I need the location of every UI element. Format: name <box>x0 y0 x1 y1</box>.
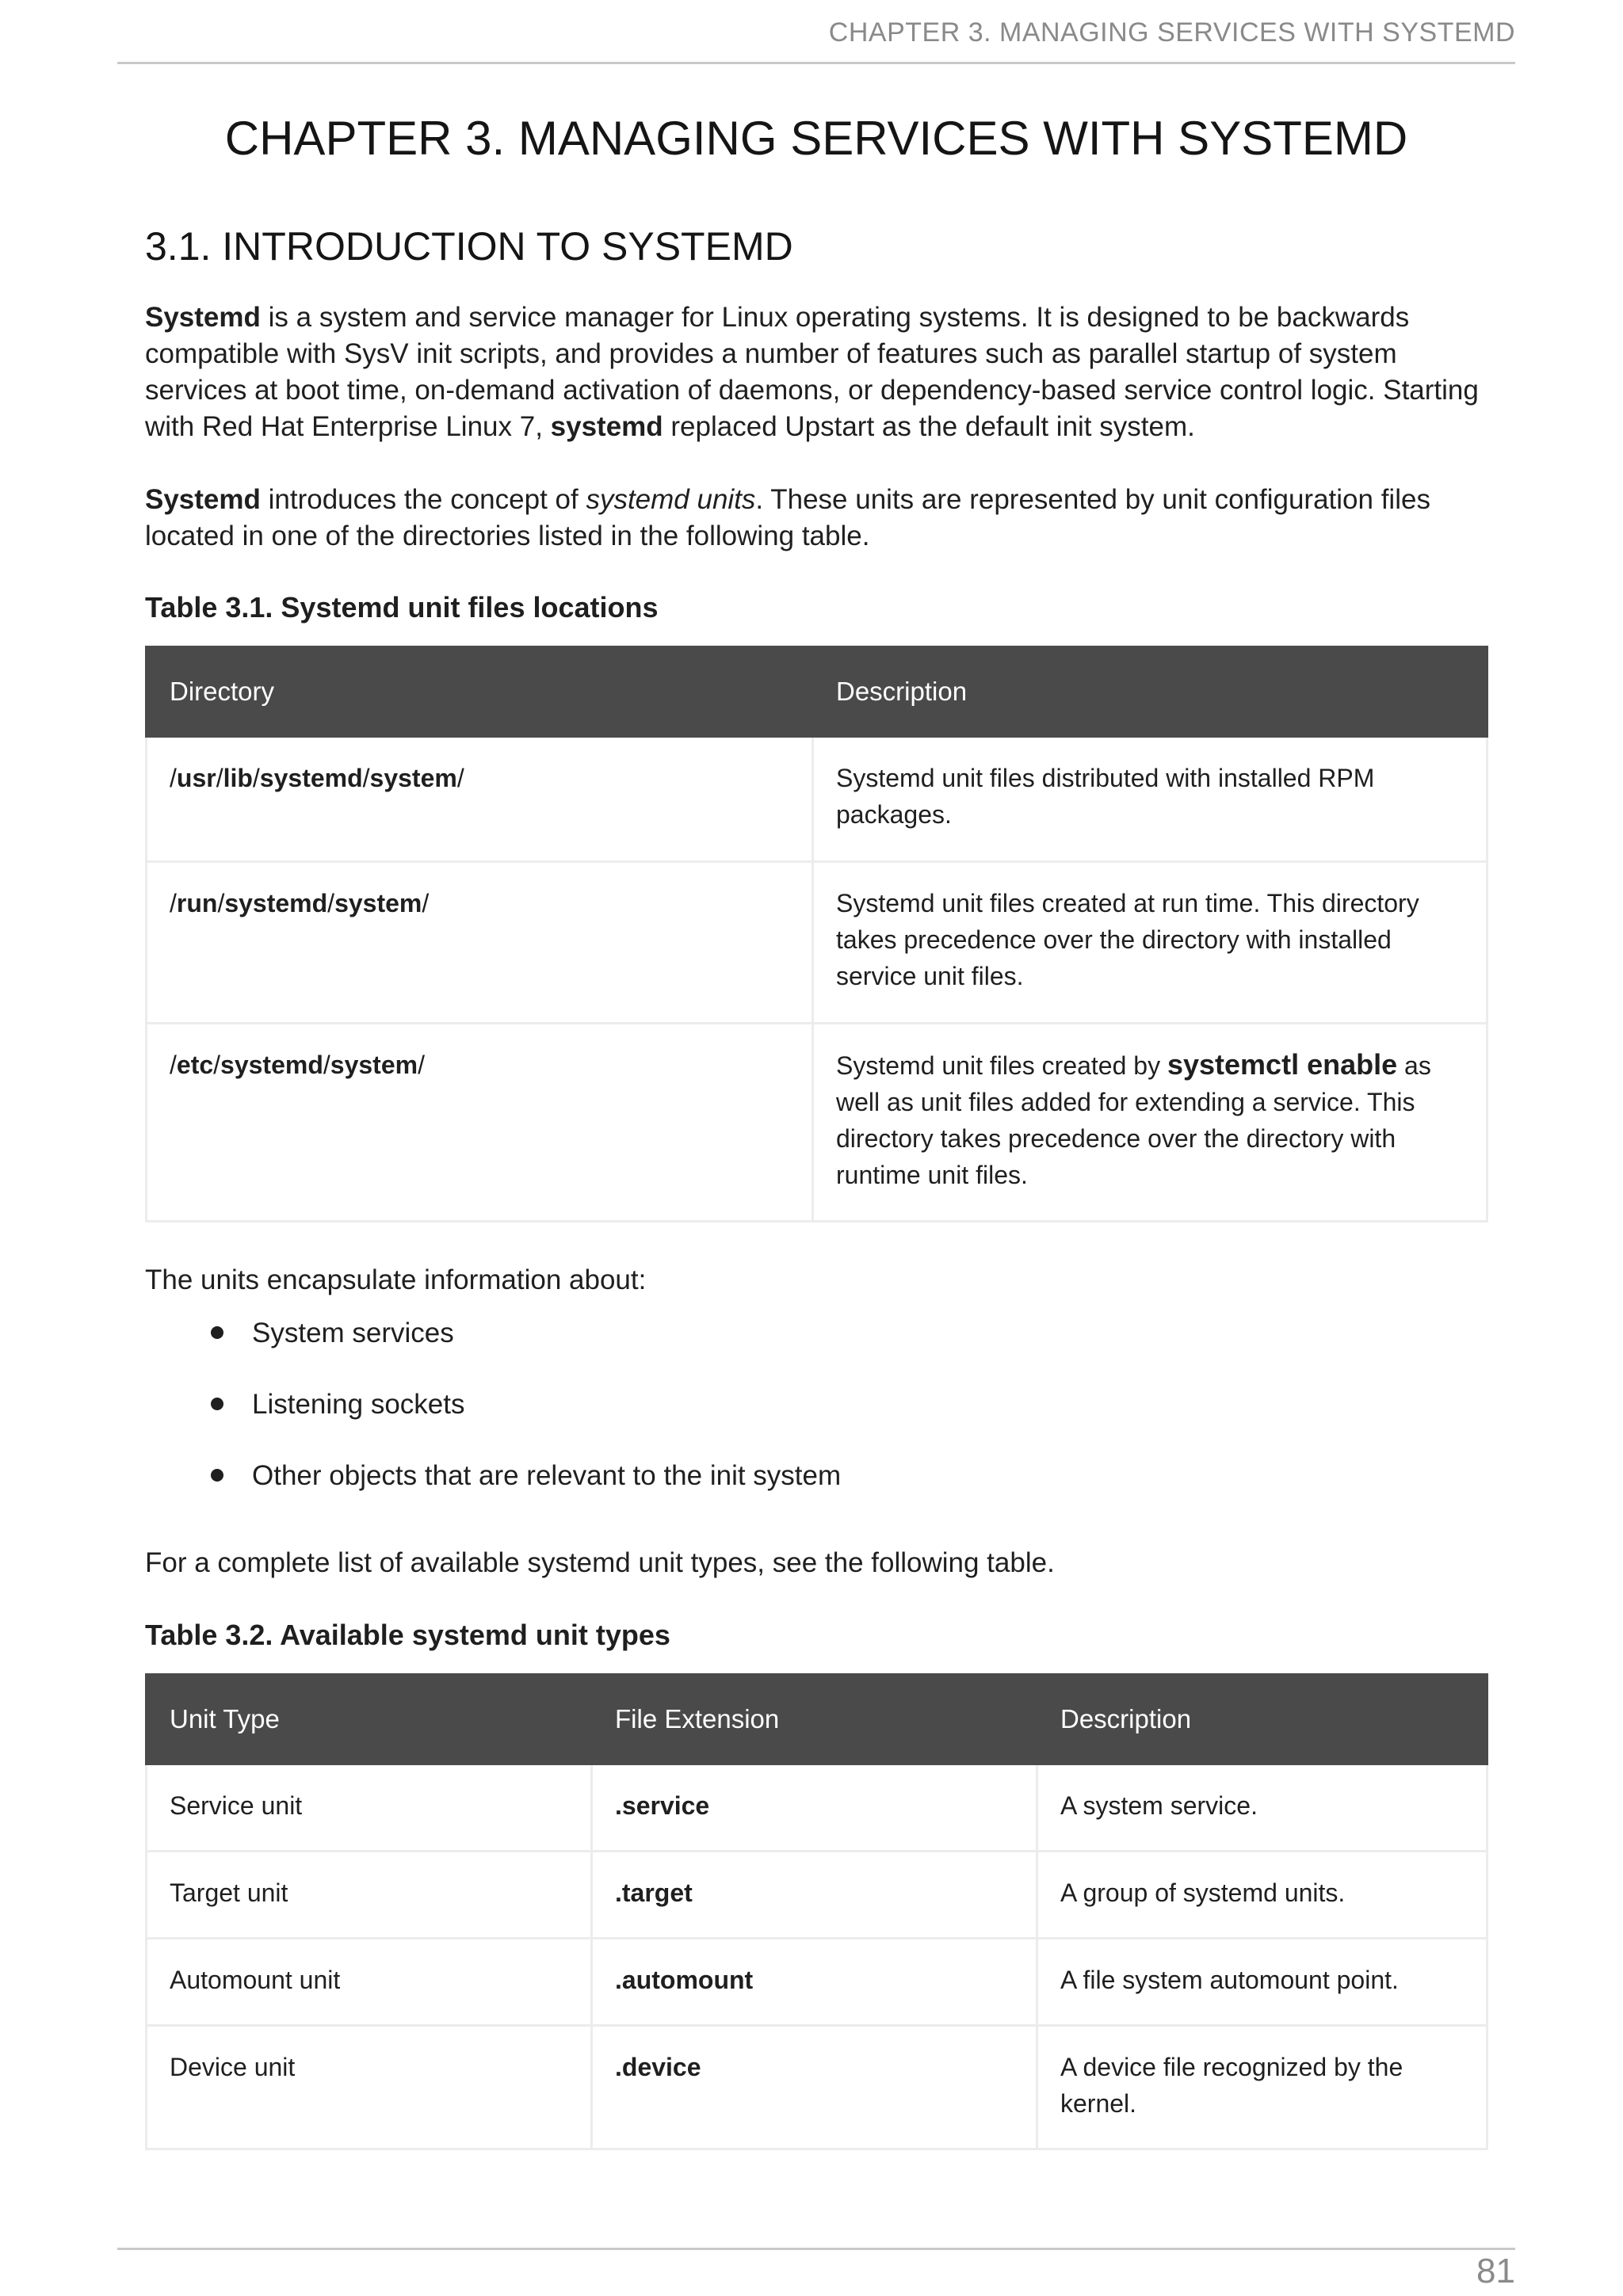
running-header: CHAPTER 3. MANAGING SERVICES WITH SYSTEMD <box>828 17 1515 48</box>
column-header-description: Description <box>813 647 1487 737</box>
description-cell: Systemd unit files distributed with installed RPM packages. <box>813 737 1487 862</box>
footer-divider <box>117 2248 1515 2250</box>
directory-cell: /run/systemd/system/ <box>147 862 813 1024</box>
chapter-title: CHAPTER 3. MANAGING SERVICES WITH SYSTEMD <box>224 112 1408 165</box>
table1-caption: Table 3.1. Systemd unit files locations <box>145 591 659 624</box>
directory-cell: /usr/lib/systemd/system/ <box>147 737 813 862</box>
description-cell: Systemd unit files created by systemctl enable as well as unit files added for extending a service. This directory takes precedence over the directory with runtime unit files. <box>813 1024 1487 1222</box>
file-extension-cell: .service <box>592 1764 1037 1852</box>
term-systemd: Systemd <box>145 302 261 333</box>
list-item: System services <box>145 1315 841 1386</box>
term-systemd-units: systemd units <box>586 484 756 515</box>
table-row <box>147 2026 1487 2149</box>
description-cell: A file system automount point. <box>1037 1939 1487 2026</box>
unit-type-cell: Service unit <box>147 1764 592 1852</box>
table-row <box>147 737 1487 862</box>
bullet-icon <box>211 1398 223 1410</box>
command-systemctl-enable: systemctl enable <box>1167 1048 1398 1081</box>
bullet-icon <box>211 1326 223 1339</box>
unit-files-locations-table <box>145 646 1488 1222</box>
description-cell: Systemd unit files created at run time. This directory takes precedence over the directory with installed service unit files. <box>813 862 1487 1024</box>
header-divider <box>117 62 1515 64</box>
file-extension-cell: .target <box>592 1852 1037 1939</box>
units-intro-text: The units encapsulate information about: <box>145 1264 647 1295</box>
unit-types-table <box>145 1673 1488 2150</box>
intro-paragraph <box>145 299 1492 445</box>
units-concept-paragraph <box>145 482 1492 555</box>
file-extension-cell: .device <box>592 2026 1037 2149</box>
unit-type-cell: Device unit <box>147 2026 592 2149</box>
table-row <box>147 1024 1487 1222</box>
column-header-description: Description <box>1037 1675 1487 1764</box>
description-cell: A device file recognized by the kernel. <box>1037 2026 1487 2149</box>
list-item: Other objects that are relevant to the init system <box>145 1458 841 1529</box>
list-item: Listening sockets <box>145 1386 841 1458</box>
file-extension-cell: .automount <box>592 1939 1037 2026</box>
table-header-row <box>147 1675 1487 1764</box>
table-row <box>147 1939 1487 2026</box>
term-systemd-3: Systemd <box>145 484 261 515</box>
table-header-row <box>147 647 1487 737</box>
description-cell: A system service. <box>1037 1764 1487 1852</box>
unit-type-cell: Target unit <box>147 1852 592 1939</box>
column-header-file-extension: File Extension <box>592 1675 1037 1764</box>
units-text-2: . These units are represented by unit configuration files located in one of the directories listed in the following table. <box>145 484 1430 551</box>
page-number: 81 <box>1476 2252 1515 2290</box>
units-text-1: introduces the concept of <box>260 484 586 515</box>
term-systemd-2: systemd <box>550 411 663 442</box>
unit-info-list <box>145 1315 841 1529</box>
intro-text-2: replaced Upstart as the default init system. <box>663 411 1195 442</box>
unit-types-intro-text: For a complete list of available systemd unit types, see the following table. <box>145 1547 1055 1578</box>
table2-caption: Table 3.2. Available systemd unit types <box>145 1619 670 1651</box>
column-header-unit-type: Unit Type <box>147 1675 592 1764</box>
bullet-icon <box>211 1469 223 1482</box>
section-title: 3.1. INTRODUCTION TO SYSTEMD <box>145 224 793 269</box>
directory-cell: /etc/systemd/system/ <box>147 1024 813 1222</box>
table-row <box>147 1852 1487 1939</box>
description-cell: A group of systemd units. <box>1037 1852 1487 1939</box>
table-row <box>147 1764 1487 1852</box>
column-header-directory: Directory <box>147 647 813 737</box>
intro-text-1: is a system and service manager for Linux operating systems. It is designed to be backwards compatible with SysV init scripts, and provides a number of features such as parallel startup of system services at boot time, on-demand activation of daemons, or dependency-based service control logic. Starting with Red Hat Enterprise Linux 7, <box>145 302 1479 442</box>
table-row <box>147 862 1487 1024</box>
unit-type-cell: Automount unit <box>147 1939 592 2026</box>
